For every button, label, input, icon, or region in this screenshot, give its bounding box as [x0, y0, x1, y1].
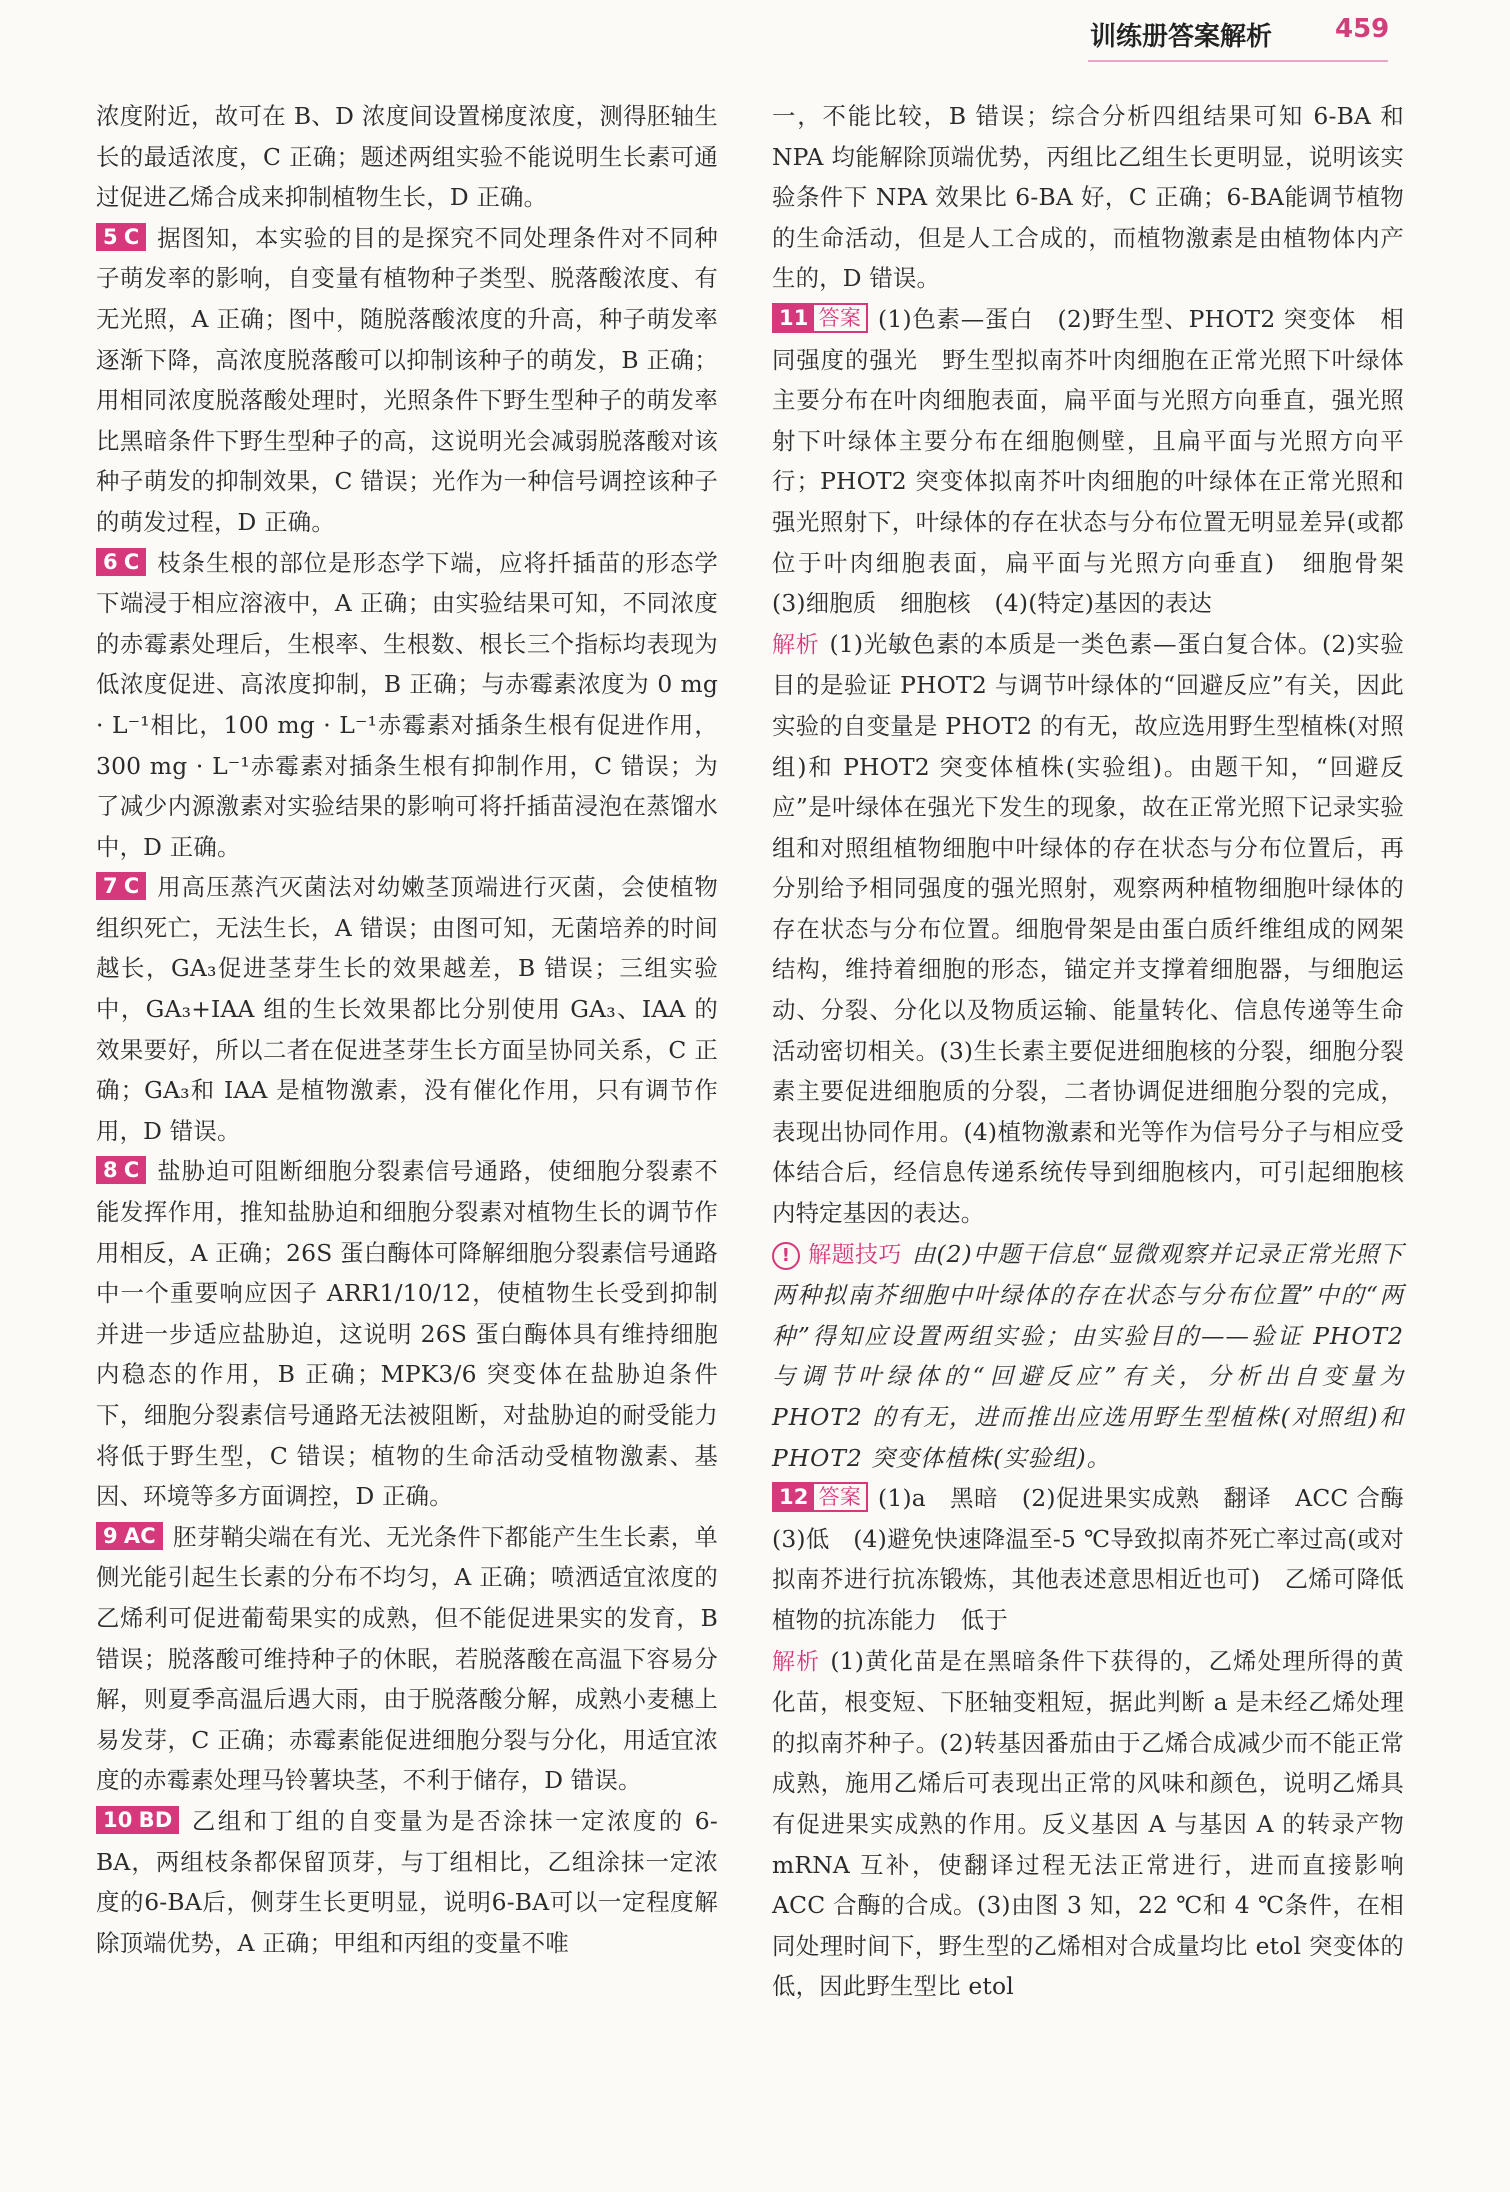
question-6-text: 枝条生根的部位是形态学下端，应将扦插苗的形态学下端浸于相应溶液中，A 正确；由实验结果可知，不同浓度的赤霉素处理后，生根率、生根数、根长三个指标均表现为低浓度促进、高浓度抑制，B 正确；与赤霉素浓度为 0 mg · L⁻¹相比，100 mg · L⁻¹赤霉素对插条生根有促进作用，300 mg · L⁻¹赤霉素对插条生根有抑制作用，C 错误；为了减少内源激素对实验结果的影响可将扦插苗浸泡在蒸馏水中，D 正确。 [96, 548, 718, 861]
continued-paragraph: 浓度附近，故可在 B、D 浓度间设置梯度浓度，测得胚轴生长的最适浓度，C 正确；题述两组实验不能说明生长素可通过促进乙烯合成来抑制植物生长，D 正确。 [96, 102, 718, 212]
question-11-analysis-text: (1)光敏色素的本质是一类色素—蛋白复合体。(2)实验目的是验证 PHOT2 与调节叶绿体的“回避反应”有关，因此实验的自变量是 PHOT2 的有无，故应选用野生型植株(对照组)和 PHOT2 突变体植株(实验组)。由题干知，“回避反应”是叶绿体在强光下发生的现象，故在正常光照下记录实验组和对照组植物细胞中叶绿体的存在状态与分布位置后，再分别给予相同强度的强光照射，观察两种植物细胞叶绿体的存在状态与分布位置。细胞骨架是由蛋白质纤维组成的网架结构，维持着细胞的形态，锚定并支撑着细胞器，与细胞运动、分裂、分化以及物质运输、能量转化、信息传递等生命活动密切相关。(3)生长素主要促进细胞核的分裂，细胞分裂素主要促进细胞质的分裂，二者协调促进细胞分裂的完成，表现出协同作用。(4)植物激素和光等作为信号分子与相应受体结合后，经信息传递系统传导到细胞核内，可引起细胞核内特定基因的表达。 [772, 629, 1404, 1228]
question-9-explanation [96, 1517, 718, 1801]
exclamation-icon: ! [772, 1242, 800, 1270]
question-12-analysis [772, 1641, 1404, 2007]
question-10-explanation [96, 1801, 718, 1963]
page-header [0, 0, 1510, 64]
analysis-label: 解析 [772, 1648, 821, 1675]
question-12-analysis-text: (1)黄化苗是在黑暗条件下获得的，乙烯处理所得的黄化苗，根变短、下胚轴变粗短，据此判断 a 是未经乙烯处理的拟南芥种子。(2)转基因番茄由于乙烯合成减少而不能正常成熟，施用乙烯后可表现出正常的风味和颜色，说明乙烯具有促进果实成熟的作用。反义基因 A 与基因 A 的转录产物 mRNA 互补，使翻译过程无法正常进行，进而直接影响 ACC 合酶的合成。(3)由图 3 知，22 ℃和 4 ℃条件，在相同处理时间下，野生型的乙烯相对合成量均比 etol 突变体的低，因此野生型比 etol [772, 1646, 1404, 2001]
question-11-badge: 11 答案 [772, 303, 868, 333]
question-8-explanation [96, 1151, 718, 1516]
question-6-badge: 6 C [96, 548, 146, 576]
question-7-text: 用高压蒸汽灭菌法对幼嫩茎顶端进行灭菌，会使植物组织死亡，无法生长，A 错误；由图可知，无菌培养的时间越长，GA₃促进茎芽生长的效果越差，B 错误；三组实验中，GA₃+IAA 组的生长效果都比分别使用 GA₃、IAA 的效果要好，所以二者在促进茎芽生长方面呈协同关系，C 正确；GA₃和 IAA 是植物激素，没有催化作用，只有调节作用，D 错误。 [96, 873, 718, 1145]
question-11-answer [772, 299, 1428, 624]
question-10-badge: 10 BD [96, 1806, 179, 1834]
header-divider [1088, 60, 1388, 62]
right-column [772, 96, 1428, 2007]
question-12-answer [772, 1478, 1428, 1640]
page-number: 459 [1335, 14, 1390, 44]
question-11-tip-text: 由(2)中题干信息“显微观察并记录正常光照下两种拟南芥细胞中叶绿体的存在状态与分布位置”中的“两种”得知应设置两组实验；由实验目的——验证 PHOT2 与调节叶绿体的“回避反应”有关，分析出自变量为 PHOT2 的有无，进而推出应选用野生型植株(对照组)和 PHOT2 突变体植株(实验组)。 [772, 1239, 1404, 1472]
question-11-analysis [772, 624, 1404, 1234]
question-7-explanation [96, 867, 718, 1151]
question-5-explanation [96, 218, 718, 543]
continued-paragraph-right: 一，不能比较，B 错误；综合分析四组结果可知 6-BA 和 NPA 均能解除顶端优势，丙组比乙组生长更明显，说明该实验条件下 NPA 效果比 6-BA 好，C 正确；6-BA能调节植物的生命活动，但是人工合成的，而植物激素是由植物体内产生的，D 错误。 [772, 102, 1404, 293]
question-6-explanation [96, 543, 718, 868]
analysis-label: 解析 [772, 631, 820, 658]
question-12-answer-text: (1)a 黑暗 (2)促进果实成熟 翻译 ACC 合酶 (3)低 (4)避免快速降温至-5 ℃导致拟南芥死亡率过高(或对拟南芥进行抗冻锻炼，其他表述意思相近也可) 乙烯可降低植物的抗冻能力 低于 [772, 1484, 1428, 1634]
question-12-badge: 12 答案 [772, 1482, 868, 1512]
question-11-tip [772, 1234, 1404, 1479]
question-5-badge: 5 C [96, 223, 146, 251]
question-8-badge: 8 C [96, 1156, 146, 1184]
question-9-badge: 9 AC [96, 1522, 163, 1550]
question-9-text: 胚芽鞘尖端在有光、无光条件下都能产生生长素，单侧光能引起生长素的分布不均匀，A 正确；喷洒适宜浓度的乙烯利可促进葡萄果实的成熟，但不能促进果实的发育，B 错误；脱落酸可维持种子的休眠，若脱落酸在高温下容易分解，则夏季高温后遇大雨，由于脱落酸分解，成熟小麦穗上易发芽，C 正确；赤霉素能促进细胞分裂与分化，用适宜浓度的赤霉素处理马铃薯块茎，不利于储存，D 错误。 [96, 1522, 718, 1795]
question-5-text: 据图知，本实验的目的是探究不同处理条件对不同种子萌发率的影响，自变量有植物种子类型、脱落酸浓度、有无光照，A 正确；图中，随脱落酸浓度的升高，种子萌发率逐渐下降，高浓度脱落酸可以抑制该种子的萌发，B 正确；用相同浓度脱落酸处理时，光照条件下野生型种子的萌发率比黑暗条件下野生型种子的高，这说明光会减弱脱落酸对该种子萌发的抑制效果，C 错误；光作为一种信号调控该种子的萌发过程，D 正确。 [96, 223, 718, 536]
question-10-text: 乙组和丁组的自变量为是否涂抹一定浓度的 6-BA，两组枝条都保留顶芽，与丁组相比，乙组涂抹一定浓度的6-BA后，侧芽生长更明显，说明6-BA可以一定程度解除顶端优势，A 正确；甲组和丙组的变量不唯 [96, 1806, 718, 1957]
left-column [96, 96, 718, 1963]
question-8-text: 盐胁迫可阻断细胞分裂素信号通路，使细胞分裂素不能发挥作用，推知盐胁迫和细胞分裂素对植物生长的调节作用相反，A 正确；26S 蛋白酶体可降解细胞分裂素信号通路中一个重要响应因子 ARR1/10/12，使植物生长受到抑制并进一步适应盐胁迫，这说明 26S 蛋白酶体具有维持细胞内稳态的作用，B 正确；MPK3/6 突变体在盐胁迫条件下，细胞分裂素信号通路无法被阻断，对盐胁迫的耐受能力将低于野生型，C 错误；植物的生命活动受植物激素、基因、环境等多方面调控，D 正确。 [96, 1157, 718, 1511]
tip-label: 解题技巧 [808, 1241, 902, 1268]
question-7-badge: 7 C [96, 872, 146, 900]
header-title: 训练册答案解析 [1090, 22, 1273, 52]
question-11-answer-text: (1)色素—蛋白 (2)野生型、PHOT2 突变体 相同强度的强光 野生型拟南芥叶肉细胞在正常光照下叶绿体主要分布在叶肉细胞表面，扁平面与光照方向垂直，强光照射下叶绿体主要分布在细胞侧壁，且扁平面与光照方向平行；PHOT2 突变体拟南芥叶肉细胞的叶绿体在正常光照和强光照射下，叶绿体的存在状态与分布位置无明显差异(或都位于叶肉细胞表面，扁平面与光照方向垂直) 细胞骨架 (3)细胞质 细胞核 (4)(特定)基因的表达 [772, 304, 1428, 618]
